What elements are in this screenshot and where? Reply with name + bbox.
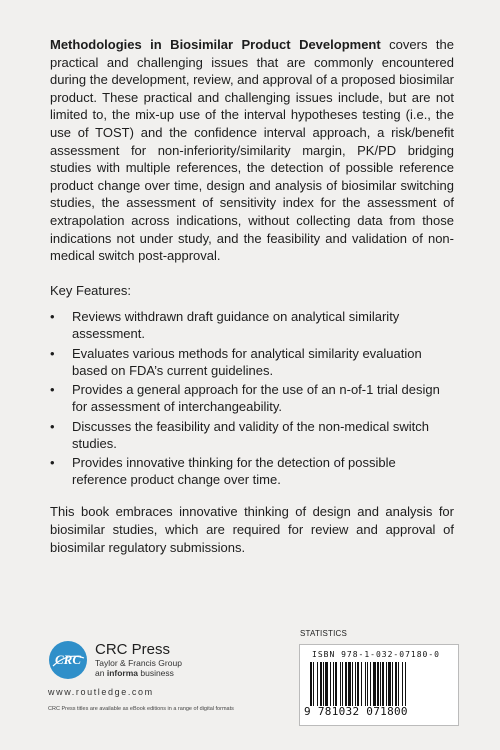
barcode-bar [342, 662, 343, 706]
bullet-icon: • [50, 309, 55, 325]
informa-prefix: an [95, 668, 107, 678]
list-item [50, 308, 454, 342]
barcode-bar [370, 662, 371, 706]
barcode-bar [317, 662, 318, 706]
isbn-label: ISBN 978-1-032-07180-0 [312, 650, 440, 659]
informa-line [95, 668, 182, 678]
list-item [50, 454, 454, 488]
barcode-bar [395, 662, 397, 706]
barcode-bar [345, 662, 347, 706]
barcode-bar [320, 662, 322, 706]
key-features-list [50, 308, 454, 488]
bullet-icon: • [50, 418, 55, 434]
crc-logo-text: CRC [54, 652, 82, 667]
barcode-bar [365, 662, 366, 706]
barcode-bar [325, 662, 328, 706]
barcode-icon [308, 662, 450, 708]
feature-text: Provides innovative thinking for the detection of possible reference product change over time. [72, 455, 396, 488]
key-features-heading: Key Features: [50, 282, 131, 298]
category-label: STATISTICS [300, 629, 348, 638]
barcode-bar [330, 662, 331, 706]
feature-text: Provides a general approach for the use of an n-of-1 trial design for assessment of interchangeability. [72, 382, 440, 415]
description-block [50, 36, 454, 556]
isbn-digits: 9 781032 071800 [304, 705, 408, 718]
publisher-name-block [95, 642, 182, 678]
barcode-bar [373, 662, 376, 706]
barcode-bar [392, 662, 393, 706]
list-item [50, 418, 454, 452]
feature-text: Discusses the feasibility and validity of the non-medical switch studies. [72, 418, 429, 451]
barcode-bar [386, 662, 387, 706]
barcode-bar [380, 662, 381, 706]
barcode-bar [402, 662, 403, 706]
list-item [50, 345, 454, 379]
barcode-bar [367, 662, 368, 706]
intro-text: covers the practical and challenging issues that are commonly encountered during the development, review, and approval of a proposed biosimilar product. These practical and challenging issues include, but are not limited to, the mix-up use of the interval hypotheses testing (i.e., the use of TOST) and the confidence interval approach, a risk/benefit assessment for non-inferiority/similarity margin, PK/PD bridging studies with multiple references, the detection of possible reference product change over time, design and analysis of biosimilar switching studies, the assessment of sensitivity index for the assessment of extrapolation across indications, without collecting data from those indications not under study, and the feasibility and validation of non-medical switch post-approval. [50, 37, 454, 264]
closing-paragraph: This book embraces innovative thinking of design and analysis for biosimilar studies, which are required for review and approval of biosimilar regulatory submissions. [50, 504, 454, 555]
barcode-bar [398, 662, 399, 706]
informa-suffix: business [138, 668, 174, 678]
barcode-bar [335, 662, 337, 706]
publisher-website: www.routledge.com [48, 687, 154, 697]
barcode-bar [361, 662, 362, 706]
barcode-panel [299, 644, 459, 726]
barcode-bar [310, 662, 312, 706]
feature-text: Reviews withdrawn draft guidance on analytical similarity assessment. [72, 309, 400, 342]
barcode-bar [348, 662, 351, 706]
informa-name: informa [106, 668, 138, 678]
publisher-group: Taylor & Francis Group [95, 658, 182, 668]
list-item [50, 381, 454, 415]
bullet-icon: • [50, 382, 55, 398]
barcode-bar [352, 662, 353, 706]
publisher-name: CRC Press [95, 641, 171, 658]
barcode-bar [382, 662, 384, 706]
barcode-bar [340, 662, 341, 706]
barcode-bar [357, 662, 359, 706]
ebook-footnote: CRC Press titles are available as eBook editions in a range of digital formats [48, 706, 234, 712]
barcode-bar [377, 662, 379, 706]
book-title: Methodologies in Biosimilar Product Development [50, 37, 381, 52]
barcode-bar [333, 662, 334, 706]
bullet-icon: • [50, 455, 55, 471]
barcode-bar [388, 662, 391, 706]
bullet-icon: • [50, 345, 55, 361]
barcode-bar [355, 662, 356, 706]
crc-logo-icon [48, 640, 88, 680]
barcode-bar [323, 662, 324, 706]
barcode-bar [405, 662, 406, 706]
intro-paragraph [50, 36, 454, 265]
feature-text: Evaluates various methods for analytical similarity evaluation based on FDA’s current guidelines. [72, 345, 422, 378]
barcode-bar [313, 662, 314, 706]
